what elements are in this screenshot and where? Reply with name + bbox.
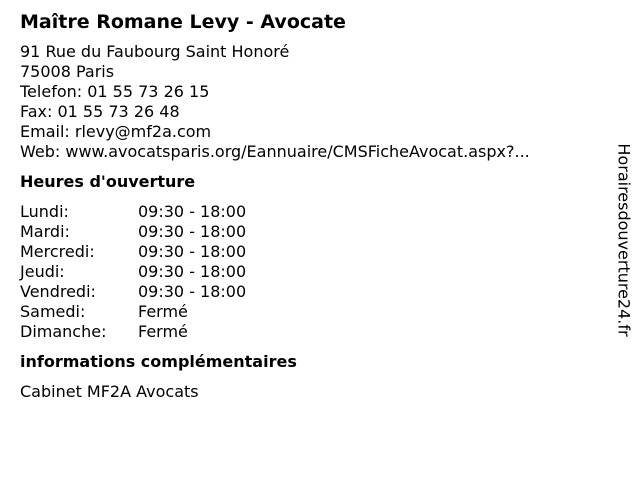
day-label: Vendredi: <box>20 282 96 301</box>
hours-row <box>20 302 600 322</box>
day-hours: 09:30 - 18:00 <box>138 282 247 301</box>
day-hours: Fermé <box>138 302 188 321</box>
day-label: Dimanche: <box>20 322 107 341</box>
day-hours: 09:30 - 18:00 <box>138 242 247 261</box>
contact-block <box>20 42 600 162</box>
hours-row <box>20 242 600 262</box>
hours-row <box>20 202 600 222</box>
street-address: 91 Rue du Faubourg Saint Honoré <box>20 42 290 61</box>
day-hours: 09:30 - 18:00 <box>138 202 247 221</box>
info-heading: informations complémentaires <box>20 352 297 371</box>
business-name: Maître Romane Levy - Avocate <box>20 11 346 33</box>
fax: Fax: 01 55 73 26 48 <box>20 102 180 121</box>
phone: Telefon: 01 55 73 26 15 <box>20 82 210 101</box>
city: 75008 Paris <box>20 62 115 81</box>
hours-row <box>20 262 600 282</box>
day-hours: Fermé <box>138 322 188 341</box>
day-label: Lundi: <box>20 202 69 221</box>
day-hours: 09:30 - 18:00 <box>138 262 247 281</box>
info-text: Cabinet MF2A Avocats <box>20 382 199 401</box>
hours-row <box>20 282 600 302</box>
hours-heading: Heures d'ouverture <box>20 172 196 191</box>
email: Email: rlevy@mf2a.com <box>20 122 212 141</box>
day-label: Mardi: <box>20 222 70 241</box>
day-hours: 09:30 - 18:00 <box>138 222 247 241</box>
day-label: Mercredi: <box>20 242 95 261</box>
website: Web: www.avocatsparis.org/Eannuaire/CMSFicheAvocat.aspx?... <box>20 142 530 161</box>
hours-table <box>20 202 600 342</box>
business-card <box>20 10 600 402</box>
hours-row <box>20 322 600 342</box>
hours-row <box>20 222 600 242</box>
day-label: Jeudi: <box>20 262 65 281</box>
site-watermark: Horairesdouverture24.fr <box>614 143 634 337</box>
day-label: Samedi: <box>20 302 86 321</box>
